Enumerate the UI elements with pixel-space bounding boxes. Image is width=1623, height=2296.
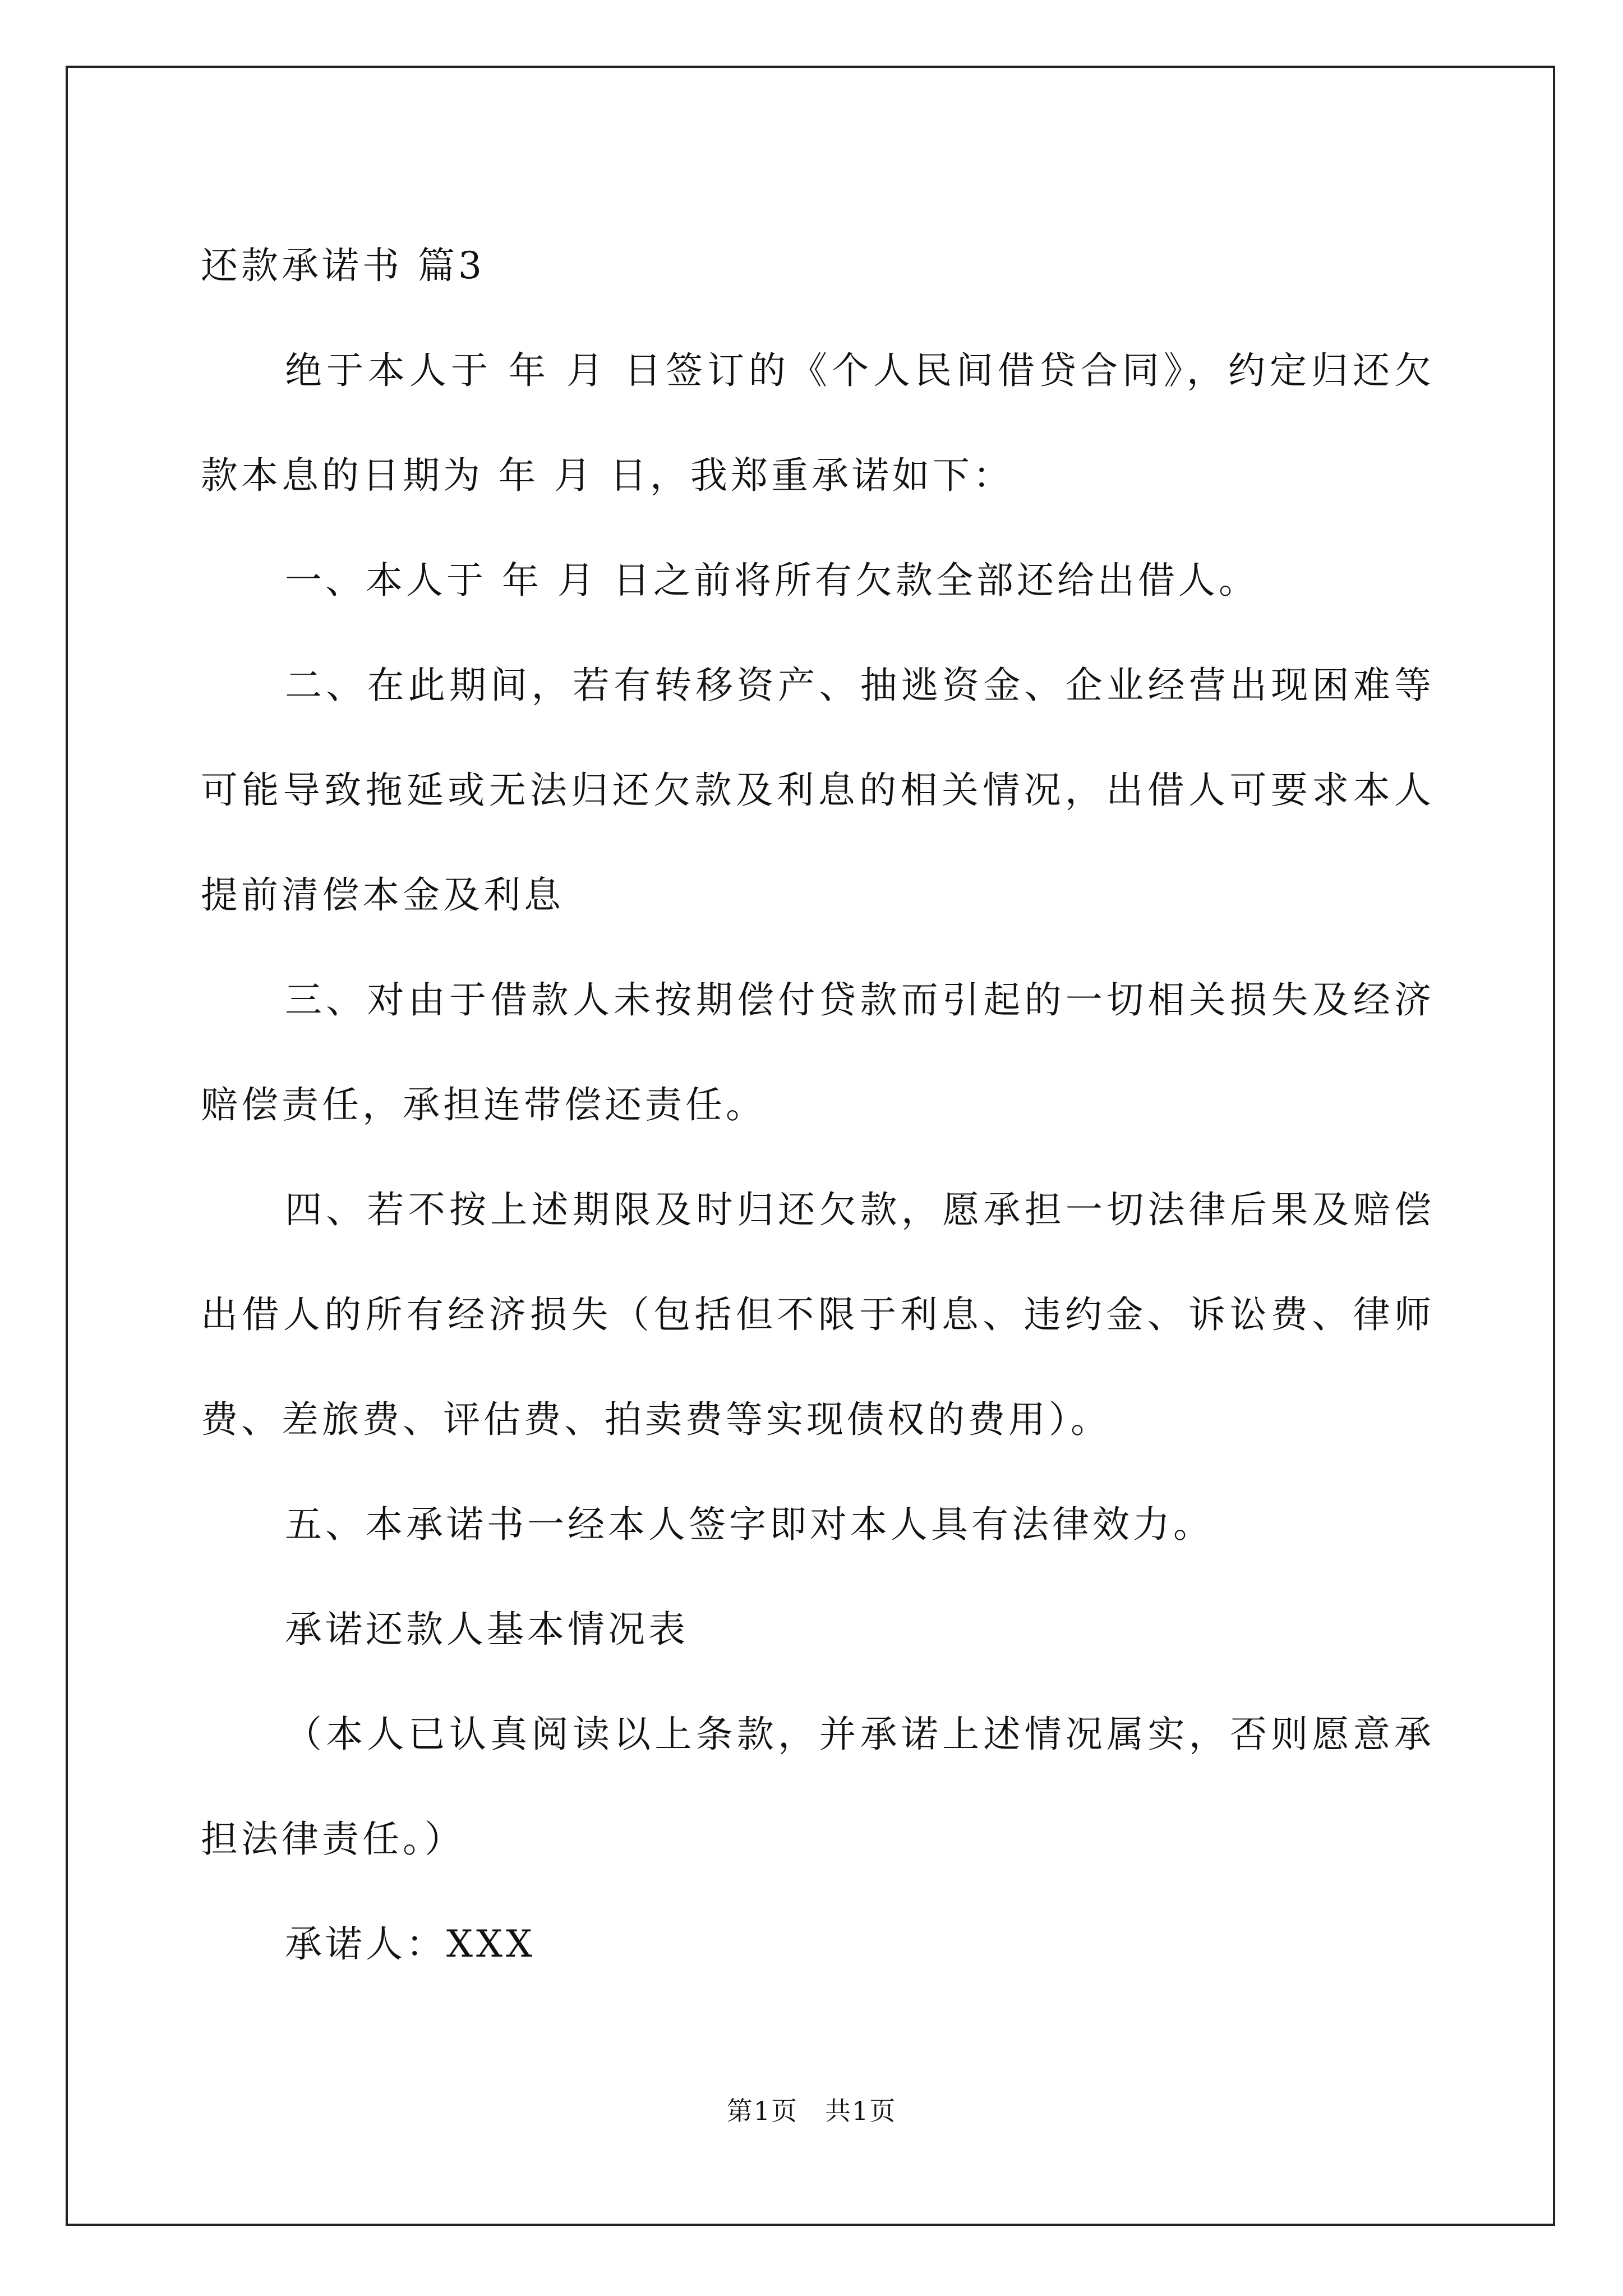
section-heading-info-table: 承诺还款人基本情况表 xyxy=(285,1608,689,1651)
document-title: 还款承诺书 篇3 xyxy=(201,244,485,287)
paragraph-declaration: （本人已认真阅读以上条款，并承诺上述情况属实，否则愿意承担法律责任。） xyxy=(201,1713,1435,1861)
paragraph-preamble: 绝于本人于 年 月 日签订的《个人民间借贷合同》，约定归还欠款本息的日期为 年 月 日，我郑重承诺如下： xyxy=(201,349,1435,497)
document-body xyxy=(201,213,1435,1996)
page-number-footer: 第1页 共1页 xyxy=(726,2096,897,2126)
paragraph-clause-5: 五、本承诺书一经本人签字即对本人具有法律效力。 xyxy=(285,1503,1214,1546)
paragraph-clause-1: 一、本人于 年 月 日之前将所有欠款全部还给出借人。 xyxy=(285,559,1259,602)
signature-line: 承诺人：XXX xyxy=(285,1922,536,1966)
paragraph-clause-3: 三、对由于借款人未按期偿付贷款而引起的一切相关损失及经济赔偿责任，承担连带偿还责任。 xyxy=(201,978,1435,1126)
paragraph-clause-4: 四、若不按上述期限及时归还欠款，愿承担一切法律后果及赔偿出借人的所有经济损失（包括但不限于利息、违约金、诉讼费、律师费、差旅费、评估费、拍卖费等实现债权的费用）。 xyxy=(201,1188,1435,1441)
paragraph-clause-2: 二、在此期间，若有转移资产、抽逃资金、企业经营出现困难等可能导致拖延或无法归还欠款及利息的相关情况，出借人可要求本人提前清偿本金及利息 xyxy=(201,664,1435,917)
